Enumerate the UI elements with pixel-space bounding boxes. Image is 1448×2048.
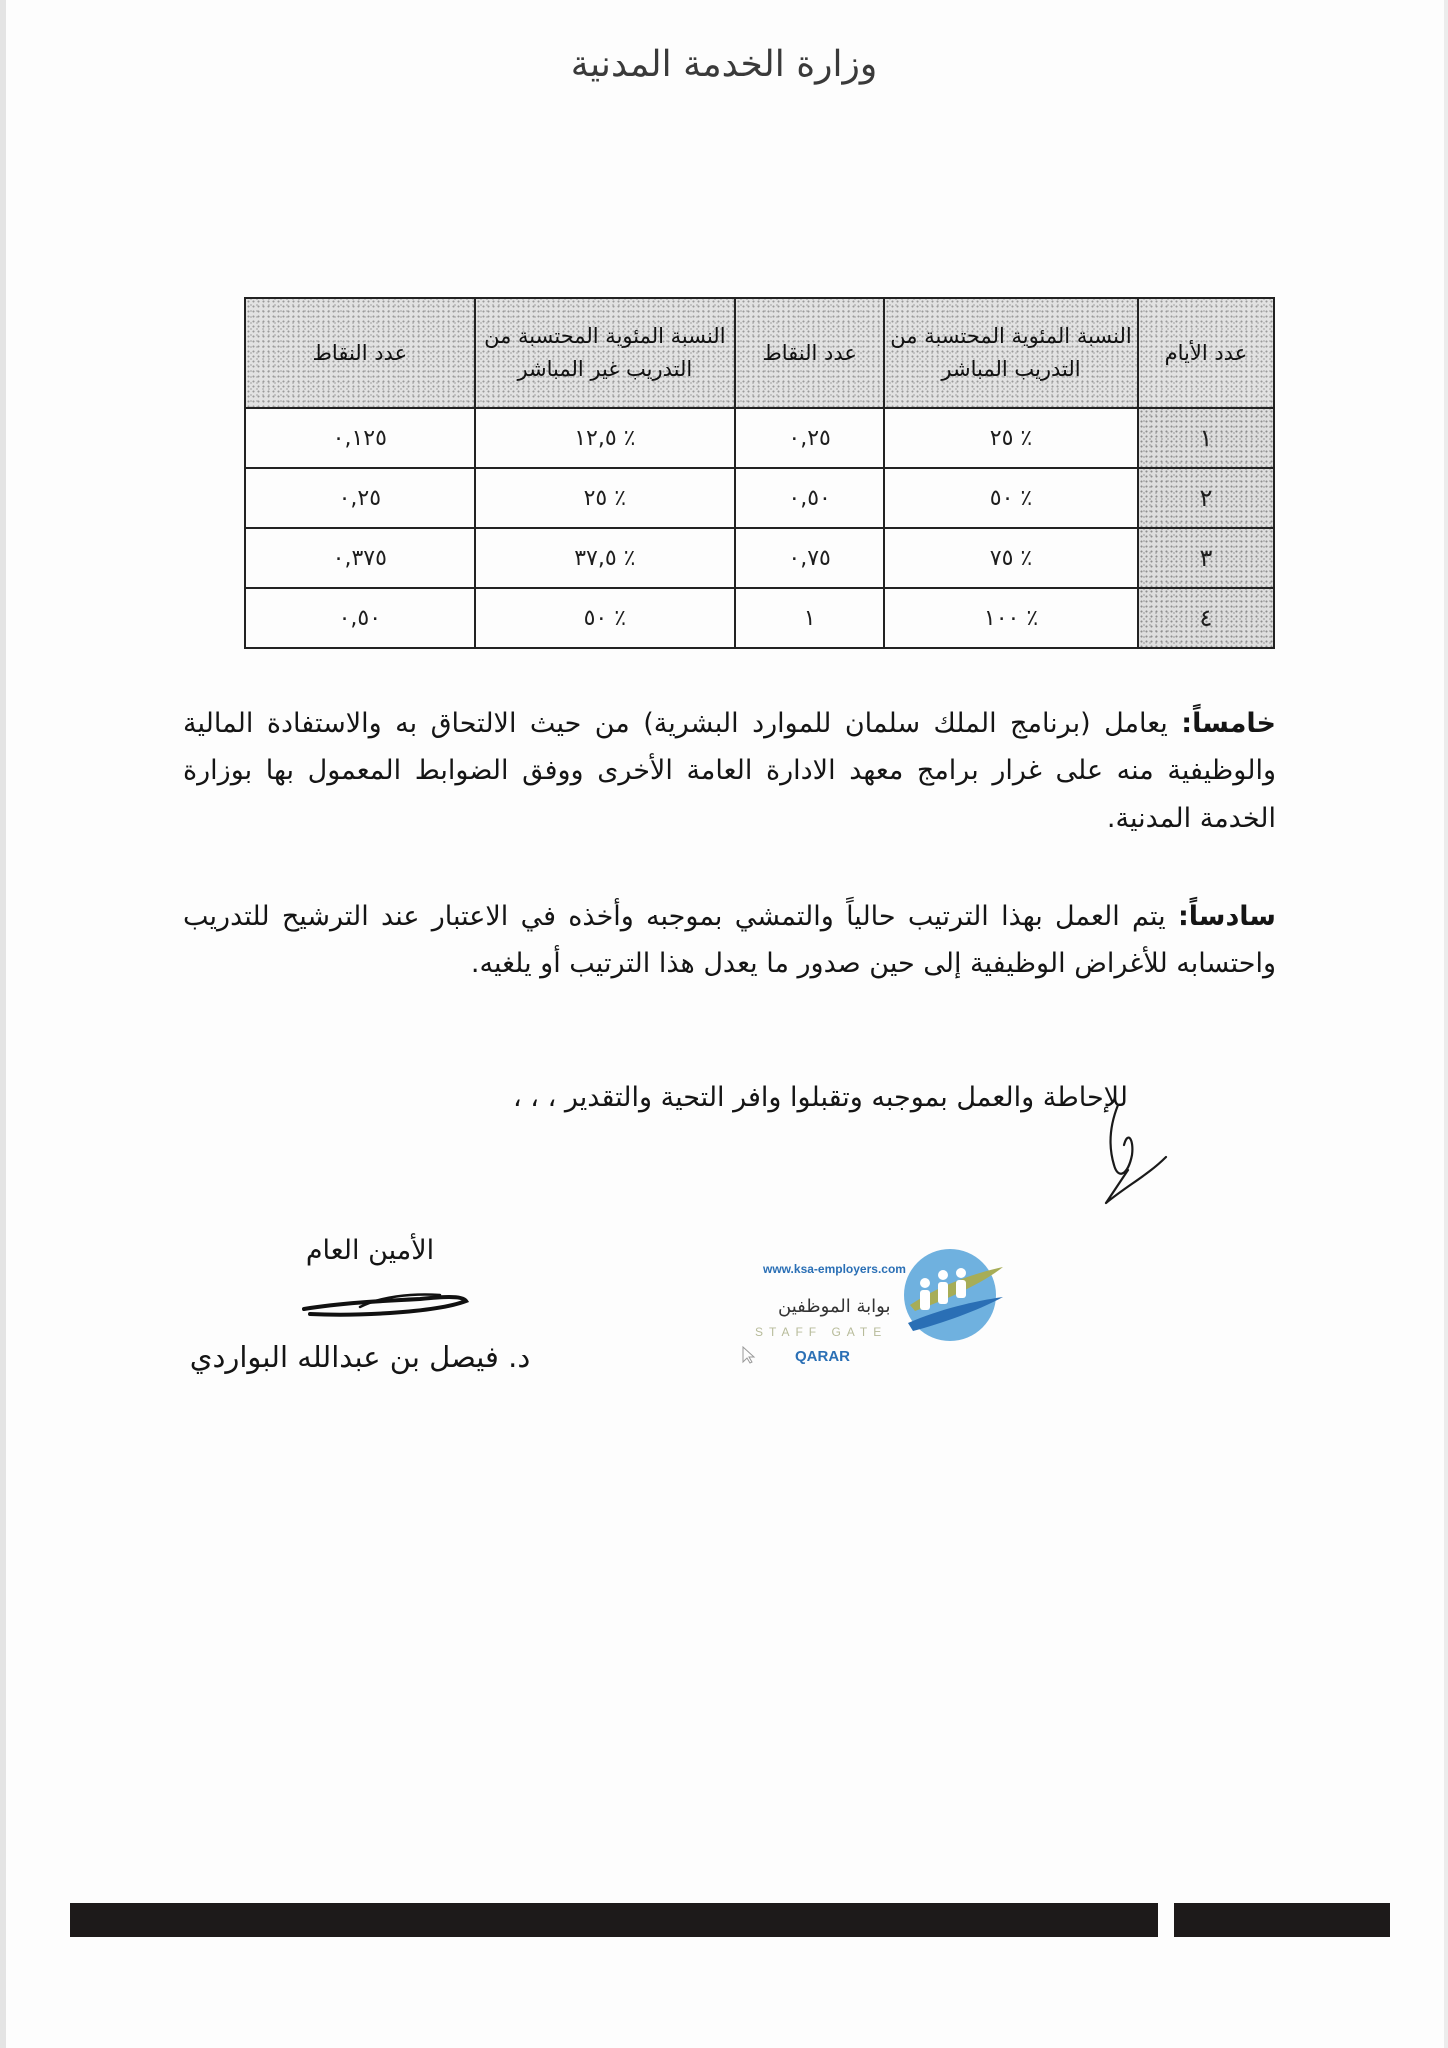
signatory-title: الأمين العام [305,1235,435,1266]
cell-direct-points: ٠,٥٠ [735,468,884,528]
cell-indirect-points: ٠,٥٠ [245,588,475,648]
clause-fifth [183,700,1276,842]
table-row [245,408,1274,468]
footer-bar-left [70,1903,1158,1937]
logo-tag: QARAR [795,1348,850,1365]
cell-indirect-points: ٠,٣٧٥ [245,528,475,588]
cell-days: ٢ [1138,468,1274,528]
cell-direct-pct: ٪ ٧٥ [884,528,1138,588]
cell-indirect-pct: ٪ ٣٧,٥ [475,528,735,588]
cell-indirect-points: ٠,٢٥ [245,468,475,528]
cell-indirect-pct: ٪ ٥٠ [475,588,735,648]
cell-days: ٣ [1138,528,1274,588]
clause-fifth-label: خامساً: [1181,708,1277,739]
logo-name-english: STAFF GATE [755,1325,888,1339]
table-row [245,528,1274,588]
logo-url: www.ksa-employers.com [763,1262,906,1276]
ministry-header: وزارة الخدمة المدنية [570,44,878,85]
scan-right-edge [1444,0,1448,2048]
cell-days: ٤ [1138,588,1274,648]
cell-days: ١ [1138,408,1274,468]
signatory-name: د. فيصل بن عبدالله البواردي [189,1340,531,1374]
clause-fifth-text: يعامل (برنامج الملك سلمان للموارد البشرية) من حيث الالتحاق به والاستفادة المالية والوظيفية منه على غرار برامج معهد الادارة العامة الأخرى ووفق الضوابط المعمول بها بوزارة الخدمة المدنية. [183,708,1276,834]
cell-indirect-pct: ٪ ١٢,٥ [475,408,735,468]
initial-signature [1088,1085,1168,1205]
scan-left-edge [0,0,6,2048]
clause-sixth-label: سادساً: [1177,901,1276,932]
header-direct-pct: النسبة المئوية المحتسبة من التدريب المباشر [884,298,1138,408]
header-indirect-points: عدد النقاط [245,298,475,408]
table-row [245,468,1274,528]
cell-direct-points: ١ [735,588,884,648]
table-header-row [245,298,1274,408]
header-indirect-pct: النسبة المئوية المحتسبة من التدريب غير المباشر [475,298,735,408]
cursor-icon [742,1346,756,1364]
training-points-table [244,297,1275,649]
logo-name-arabic: بوابة الموظفين [778,1296,891,1317]
cell-indirect-pct: ٪ ٢٥ [475,468,735,528]
header-direct-points: عدد النقاط [735,298,884,408]
cell-direct-pct: ٪ ٢٥ [884,408,1138,468]
cell-direct-pct: ٪ ١٠٠ [884,588,1138,648]
cell-direct-pct: ٪ ٥٠ [884,468,1138,528]
signature-mark [300,1285,470,1325]
clause-sixth-text: يتم العمل بهذا الترتيب حالياً والتمشي بموجبه وأخذه في الاعتبار عند الترشيح للتدريب واحتسابه للأغراض الوظيفية إلى حين صدور ما يعدل هذا الترتيب أو يلغيه. [183,901,1276,980]
cell-direct-points: ٠,٢٥ [735,408,884,468]
cell-indirect-points: ٠,١٢٥ [245,408,475,468]
table-row [245,588,1274,648]
clause-sixth [183,893,1276,988]
footer-bar-right [1174,1903,1390,1937]
cell-direct-points: ٠,٧٥ [735,528,884,588]
closing-line: للإحاطة والعمل بموجبه وتقبلوا وافر التحية والتقدير ، ، ، [512,1082,1128,1113]
header-days: عدد الأيام [1138,298,1274,408]
